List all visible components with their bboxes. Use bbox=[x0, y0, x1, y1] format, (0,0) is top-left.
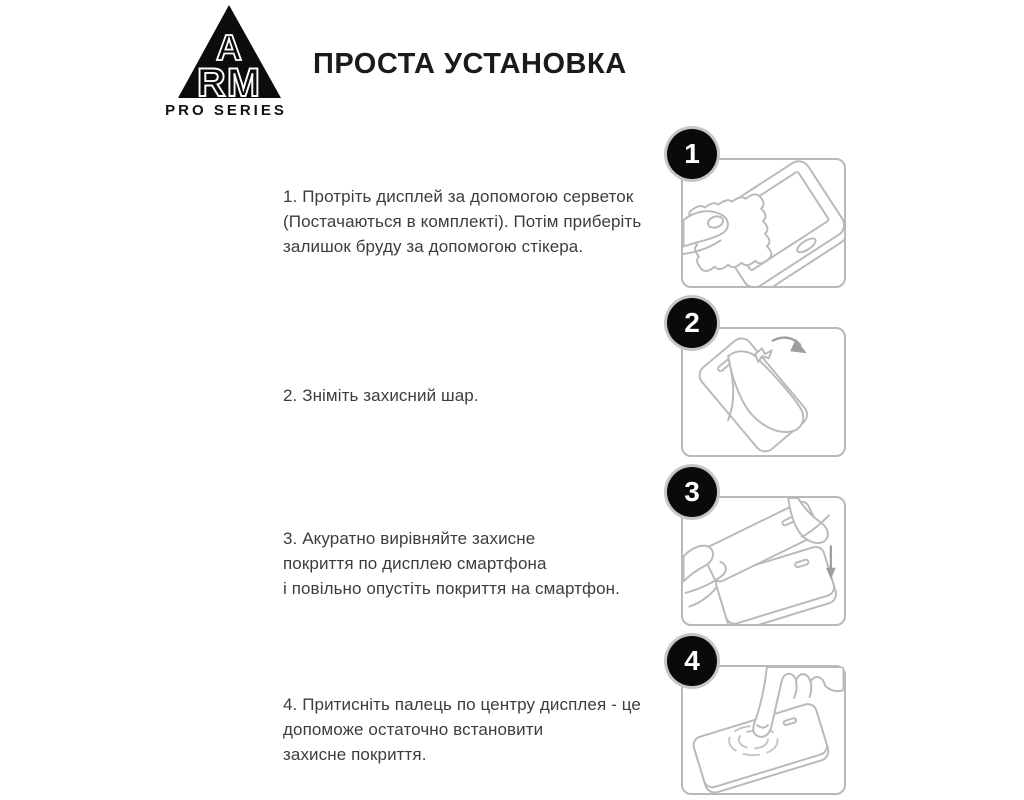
logo-letter-a: A bbox=[216, 27, 242, 68]
step-1-box bbox=[681, 138, 846, 288]
step-2-number: 2 bbox=[684, 307, 700, 338]
step-1-line-3: залишок бруду за допомогою стікера. bbox=[283, 237, 584, 256]
arm-triangle-logo-icon bbox=[158, 4, 294, 100]
step-1-line-2: (Постачаються в комплекті). Потім приберіть bbox=[283, 212, 642, 231]
step-1-text bbox=[283, 184, 688, 259]
step-2-line-1: 2. Зніміть захисний шар. bbox=[283, 386, 479, 405]
step-3-number: 3 bbox=[684, 476, 700, 507]
step-3-box bbox=[681, 476, 846, 626]
step-4-line-2: допоможе остаточно встановити bbox=[283, 720, 544, 739]
wipe-display-with-cloth-icon bbox=[683, 160, 844, 286]
step-number-badge bbox=[667, 129, 717, 179]
step-number-badge bbox=[667, 298, 717, 348]
step-3-line-2: покриття по дисплею смартфона bbox=[283, 554, 547, 573]
arrowhead bbox=[790, 339, 806, 354]
step-3-line-1: 3. Акуратно вирівняйте захисне bbox=[283, 529, 536, 548]
step-1-line-1: 1. Протріть дисплей за допомогою серветок bbox=[283, 187, 634, 206]
step-3-text bbox=[283, 526, 688, 601]
step-number-badge bbox=[667, 467, 717, 517]
align-protector-over-phone-icon bbox=[683, 498, 844, 624]
step-4-line-3: захисне покриття. bbox=[283, 745, 427, 764]
page-title: ПРОСТА УСТАНОВКА bbox=[313, 48, 627, 80]
step-4-text bbox=[283, 692, 688, 767]
step-2-box bbox=[681, 307, 846, 457]
peel-protective-layer-icon bbox=[683, 329, 844, 455]
step-2-text bbox=[283, 383, 688, 408]
logo-letters-rm: RM bbox=[196, 61, 262, 100]
step-number-badge bbox=[667, 636, 717, 686]
step-4-line-1: 4. Притисніть палець по центру дисплея - це bbox=[283, 695, 641, 714]
press-finger-on-center-icon bbox=[683, 667, 844, 793]
pro-series-label: PRO SERIES bbox=[165, 102, 287, 119]
step-4-box bbox=[681, 645, 846, 795]
step-1-number: 1 bbox=[684, 138, 700, 169]
step-3-line-3: і повільно опустіть покриття на смартфон. bbox=[283, 579, 620, 598]
arm-pro-series-logo bbox=[158, 4, 294, 119]
step-4-number: 4 bbox=[684, 645, 700, 676]
